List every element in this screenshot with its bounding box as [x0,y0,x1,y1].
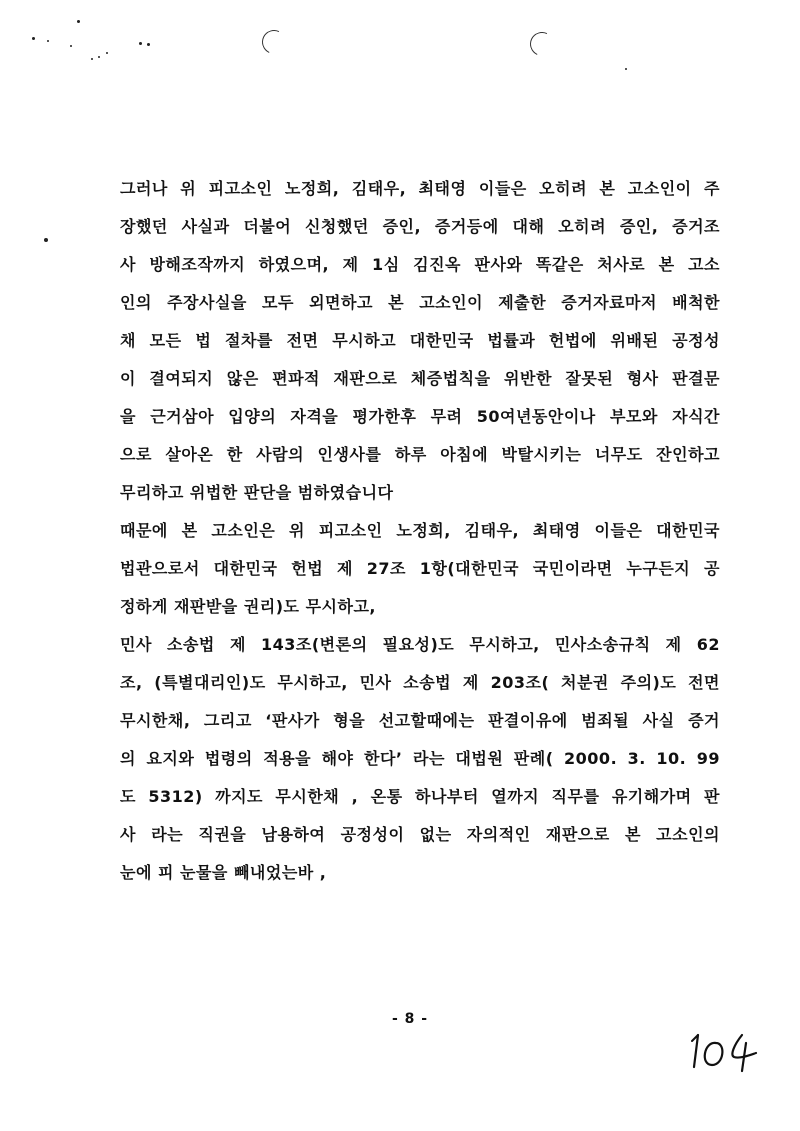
text-line: 무시한채, 그리고 ‘판사가 형을 선고할때에는 판결이유에 범죄될 사실 증거 [120,711,720,730]
scan-speck [77,20,80,23]
text-line: 조, (특별대리인)도 무시하고, 민사 소송법 제 203조( 처분권 주의)도 전면 [120,673,720,692]
text-line: 그러나 위 피고소인 노정희, 김태우, 최태영 이들은 오히려 본 고소인이 주 [120,179,720,198]
text-line: 채 모든 법 절차를 전면 무시하고 대한민국 법률과 헌법에 위배된 공정성 [120,331,720,350]
scan-speck [44,238,48,242]
text-line: 때문에 본 고소인은 위 피고소인 노정희, 김태우, 최태영 이들은 대한민국 [120,521,720,540]
scan-speck [91,58,93,60]
scan-speck [70,45,72,47]
punch-hole-mark [527,29,558,60]
text-line: 으로 살아온 한 사람의 인생사를 하루 아침에 박탈시키는 너무도 잔인하고 [120,445,720,464]
text-line: 눈에 피 눈물을 빼내었는바 , [120,863,327,882]
page-number: - 8 - [391,1011,429,1027]
scan-speck [47,40,49,42]
text-line: 도 5312) 까지도 무시한채 , 온통 하나부터 열까지 직무를 유기해가며 판 [120,787,720,806]
handwritten-page-mark [690,1025,760,1075]
scan-speck [98,56,100,58]
text-line: 사 라는 직권을 남용하여 공정성이 없는 자의적인 재판으로 본 고소인의 [120,825,720,844]
text-line: 장했던 사실과 더불어 신청했던 증인, 증거등에 대해 오히려 증인, 증거조 [120,217,720,236]
text-line: 을 근거삼아 입양의 자격을 평가한후 무려 50여년동안이나 부모와 자식간 [120,407,720,426]
text-line: 인의 주장사실을 모두 외면하고 본 고소인이 제출한 증거자료마저 배척한 [120,293,720,312]
scan-speck [625,68,627,70]
text-line: 민사 소송법 제 143조(변론의 필요성)도 무시하고, 민사소송규칙 제 62 [120,635,720,654]
text-line: 이 결여되지 않은 편파적 재판으로 체증법칙을 위반한 잘못된 형사 판결문 [120,369,720,388]
text-line: 의 요지와 법령의 적용을 해야 한다’ 라는 대법원 판례( 2000. 3. 10. 99 [120,749,720,768]
scan-speck [147,43,150,46]
scan-speck [32,37,35,40]
text-line: 사 방해조작까지 하였으며, 제 1심 김진옥 판사와 똑같은 처사로 본 고소 [120,255,720,274]
scan-speck [139,42,142,45]
body-text [120,170,720,892]
text-line: 법관으로서 대한민국 헌법 제 27조 1항(대한민국 국민이라면 누구든지 공 [120,559,720,578]
text-line: 정하게 재판받을 권리)도 무시하고, [120,597,376,616]
scan-speck [106,52,108,54]
text-line: 무리하고 위법한 판단을 범하였습니다 [120,483,394,502]
punch-hole-mark [259,27,290,58]
